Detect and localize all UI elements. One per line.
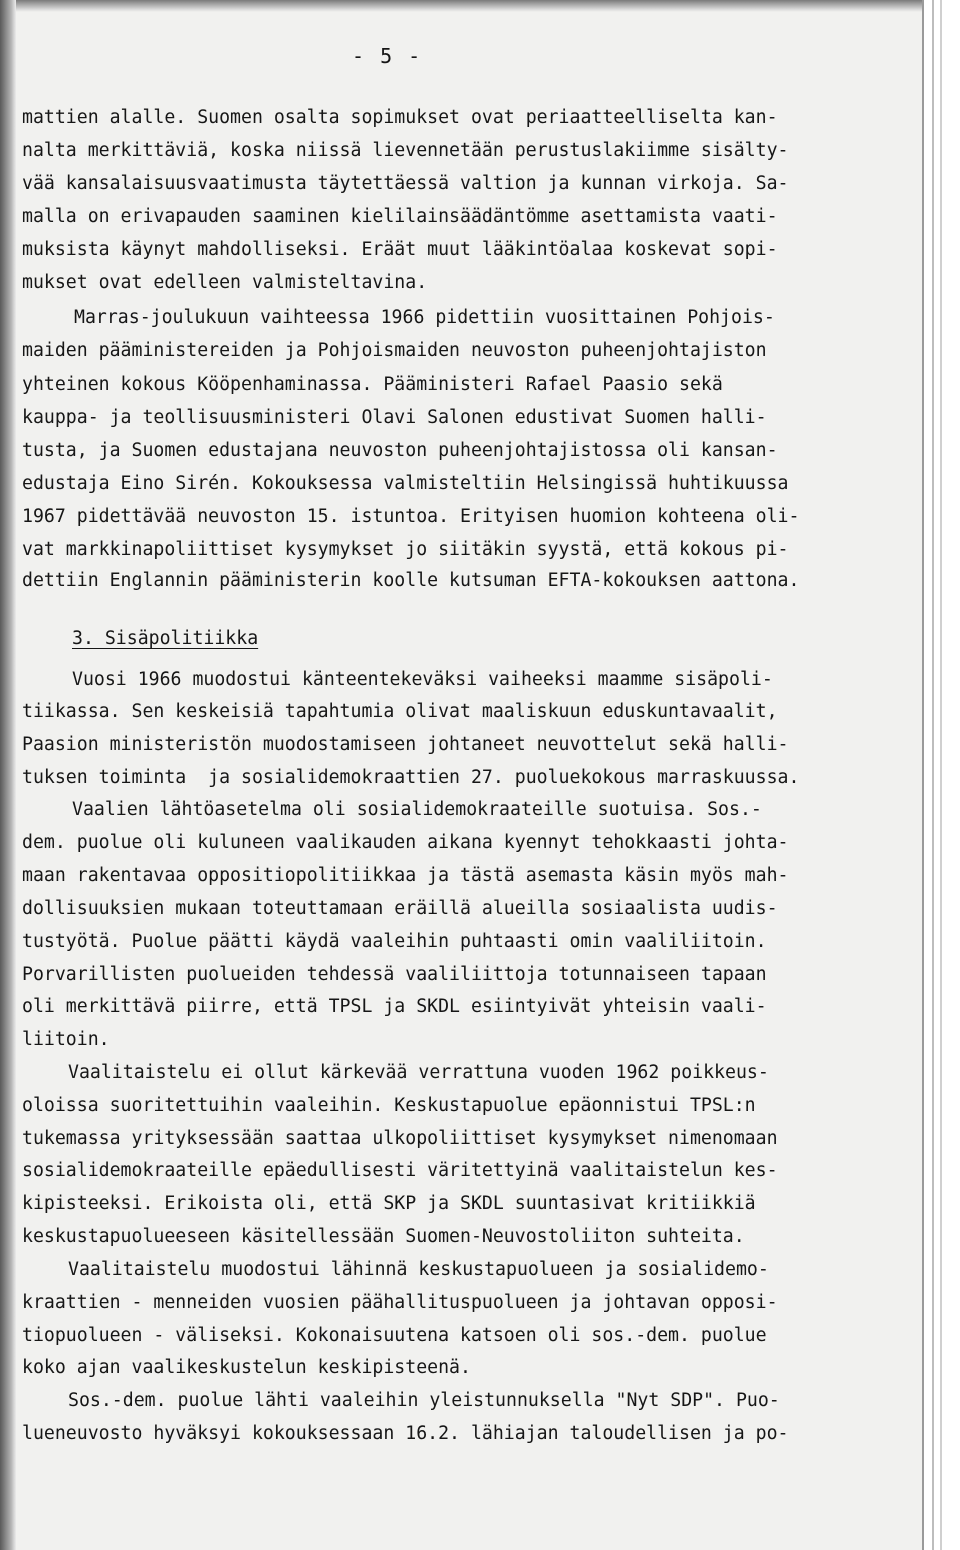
text-line: tustyötä. Puolue päätti käydä vaaleihin puhtaasti omin vaaliliitoin.	[22, 931, 767, 952]
scan-top-shadow	[0, 0, 960, 12]
text-line: malla on erivapauden saaminen kielilainsäädäntömme asettamista vaati-	[22, 206, 778, 227]
text-line: maiden pääministereiden ja Pohjoismaiden neuvoston puheenjohtajiston	[22, 340, 767, 361]
text-line: 1967 pidettävää neuvoston 15. istuntoa. Erityisen huomion kohteena oli-	[22, 506, 800, 527]
text-line: edustaja Eino Sirén. Kokouksessa valmisteltiin Helsingissä huhtikuussa	[22, 473, 789, 494]
text-line: Vaalitaistelu ei ollut kärkevää verrattuna vuoden 1962 poikkeus-	[68, 1062, 769, 1083]
text-line: vat markkinapoliittiset kysymykset jo siitäkin syystä, että kokous pi-	[22, 539, 789, 560]
text-line: Vaalien lähtöasetelma oli sosialidemokraateille suotuisa. Sos.-	[72, 799, 762, 820]
text-line: sosialidemokraateille epäedullisesti väritettyinä vaalitaistelun kes-	[22, 1160, 778, 1181]
text-line: oli merkittävä piirre, että TPSL ja SKDL esiintyivät yhteisin vaali-	[22, 996, 767, 1017]
text-line: yhteinen kokous Kööpenhaminassa. Pääministeri Rafael Paasio sekä	[22, 374, 723, 395]
page-number: - 5 -	[352, 44, 423, 68]
text-line: dettiin Englannin pääministerin koolle kutsuman EFTA-kokouksen aattona.	[22, 570, 800, 591]
text-line: Vaalitaistelu muodostui lähinnä keskustapuolueen ja sosialidemo-	[68, 1259, 769, 1280]
text-line: kipisteeksi. Erikoista oli, että SKP ja SKDL suuntasivat kritiikkiä	[22, 1193, 756, 1214]
text-line: Vuosi 1966 muodostui känteentekeväksi vaiheeksi maamme sisäpoli-	[72, 669, 773, 690]
text-line: keskustapuolueeseen käsitellessään Suomen-Neuvostoliiton suhteita.	[22, 1226, 745, 1247]
text-line: nalta merkittäviä, koska niissä lievennetään perustuslakiimme sisälty-	[22, 140, 789, 161]
text-line: Marras-joulukuun vaihteessa 1966 pidettiin vuosittainen Pohjois-	[74, 307, 775, 328]
scan-right-edge	[922, 0, 960, 1550]
text-line: Sos.-dem. puolue lähti vaaleihin yleistunnuksella "Nyt SDP". Puo-	[68, 1390, 780, 1411]
text-line: kraattien - menneiden vuosien päähallituspuolueen ja johtavan opposi-	[22, 1292, 778, 1313]
text-line: Paasion ministeristön muodostamiseen johtaneet neuvottelut sekä halli-	[22, 734, 789, 755]
text-line: muksista käynyt mahdolliseksi. Eräät muut lääkintöalaa koskevat sopi-	[22, 239, 778, 260]
text-line: mukset ovat edelleen valmisteltavina.	[22, 272, 428, 293]
text-line: koko ajan vaalikeskustelun keskipisteenä.	[22, 1357, 471, 1378]
text-line: vää kansalaisuusvaatimusta täytettäessä valtion ja kunnan virkoja. Sa-	[22, 173, 789, 194]
text-line: lueneuvosto hyväksyi kokouksessaan 16.2. lähiajan taloudellisen ja po-	[22, 1423, 789, 1444]
text-line: tuksen toiminta ja sosialidemokraattien 27. puoluekokous marraskuussa.	[22, 767, 800, 788]
text-line: tiopuolueen - väliseksi. Kokonaisuutena katsoen oli sos.-dem. puolue	[22, 1325, 767, 1346]
text-line: oloissa suoritettuihin vaaleihin. Keskustapuolue epäonnistui TPSL:n	[22, 1095, 756, 1116]
text-line: maan rakentavaa oppositiopolitiikkaa ja tästä asemasta käsin myös mah-	[22, 865, 789, 886]
text-line: Porvarillisten puolueiden tehdessä vaaliliittoja totunnaiseen tapaan	[22, 964, 767, 985]
text-line: kauppa- ja teollisuusministeri Olavi Salonen edustivat Suomen halli-	[22, 407, 767, 428]
scan-left-shadow	[0, 0, 16, 1550]
text-line: dollisuuksien mukaan toteuttamaan eräillä alueilla sosiaalista uudis-	[22, 898, 778, 919]
text-line: dem. puolue oli kuluneen vaalikauden aikana kyennyt tehokkaasti johta-	[22, 832, 789, 853]
text-line: tiikassa. Sen keskeisiä tapahtumia olivat maaliskuun eduskuntavaalit,	[22, 701, 778, 722]
text-line: tukemassa yrityksessään saattaa ulkopoliittiset kysymykset nimenomaan	[22, 1128, 778, 1149]
text-line: liitoin.	[22, 1029, 110, 1050]
text-line: mattien alalle. Suomen osalta sopimukset ovat periaatteelliselta kan-	[22, 107, 778, 128]
section-heading: 3. Sisäpolitiikka	[72, 628, 259, 649]
text-line: tusta, ja Suomen edustajana neuvoston puheenjohtajistossa oli kansan-	[22, 440, 778, 461]
